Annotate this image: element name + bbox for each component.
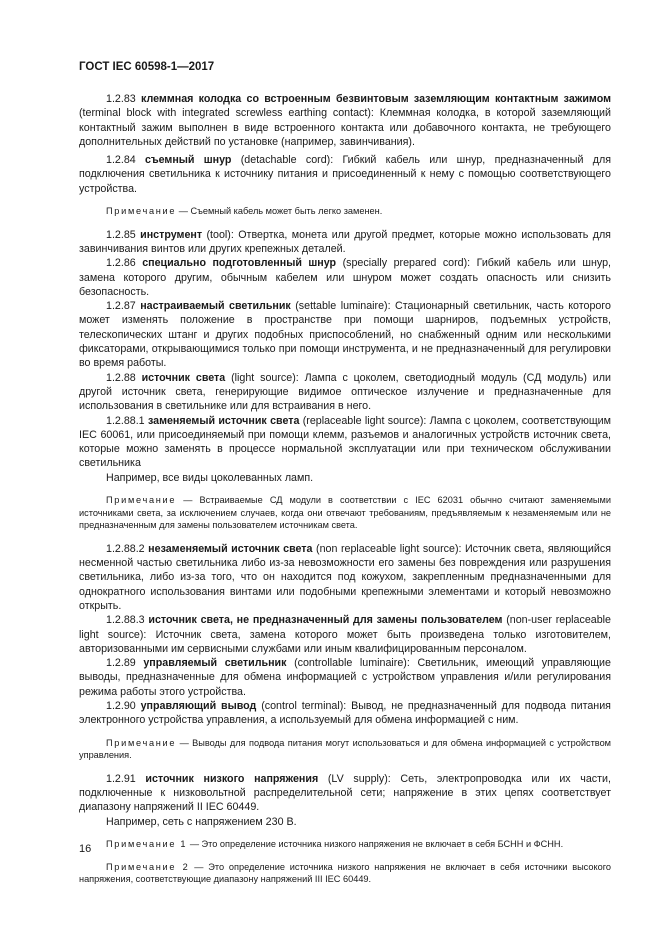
entry-term: заменяемый источник света (147, 414, 300, 427)
note-lv-2 (79, 861, 611, 886)
entry-text: (LV supply): Сеть, электропроводка или их части, подключенные к низковольтной распределительной сети; напряжение в этих цепях соответствует диапазону напряжений II IEC 60449. (79, 772, 611, 814)
entry-term: инструмент (140, 228, 203, 241)
entry-term: настраиваемый светильник (140, 300, 291, 313)
entry-number: 1.2.86 (106, 257, 136, 270)
document-header: ГОСТ IEC 60598-1—2017 (79, 61, 215, 73)
note-label: Примечание 2 (106, 861, 190, 872)
entry-text: (non-user replaceable light source): Источник света, замена которого может быть произведена только изготовителем, авторизованными им сервисными службами или иным квалифицированным персоналом. (79, 614, 611, 655)
entry-1-2-83 (79, 92, 611, 149)
entry-term: клеммная колодка со встроенным безвинтовым заземляющим контактным зажимом (141, 93, 611, 105)
entry-1-2-88-1 (79, 414, 611, 471)
entry-1-2-88 (79, 371, 611, 414)
note-text: — Это определение источника низкого напряжения не включает в себя БСНН и ФСНН. (189, 839, 564, 850)
entry-number: 1.2.91 (106, 772, 136, 785)
entry-text: (non replaceable light source): Источник света, являющийся несменной частью светильника либо из-за невозможности его замены без повреждения или разрушения светильника, либо из-за того, что он находится под кожухом, закрепленным предназначенными для однократного использования винтами или подобными крепежными элементами и который невозможно открыть. (79, 542, 611, 612)
note-led-modules (79, 494, 611, 532)
entry-text: (detachable cord): Гибкий кабель или шнур, предназначенный для подключения светильника к источнику питания и присоединенный к нему с помощью соответствующего устройства. (79, 154, 611, 195)
entry-1-2-85 (79, 228, 611, 257)
note-text: — Выводы для подвода питания могут использоваться и для обмена информацией с устройством управления. (79, 737, 611, 761)
entry-term: источник низкого напряжения (145, 772, 319, 785)
entry-number: 1.2.88.1 (106, 414, 145, 427)
entry-term: незаменяемый источник света (148, 542, 313, 555)
entry-text: (controllable luminaire): Светильник, имеющий управляющие выводы, предназначенные для обмена информацией с устройством управления и/или регулирования режима работы этого устройства. (79, 657, 611, 698)
note-control-terminals (79, 737, 611, 762)
entry-number: 1.2.83 (106, 93, 136, 105)
note-label: Примечание (106, 206, 177, 217)
entry-text: (control terminal): Вывод, не предназначенный для подвода питания электронного устройства управления, а используемый для обмена информацией с ним. (79, 700, 611, 727)
entry-number: 1.2.87 (106, 300, 136, 313)
page-number: 16 (79, 843, 92, 855)
entry-text: (settable luminaire): Стационарный светильник, часть которого может изменять положение в пространстве при помощи шарниров, подъемных устройств, телескопических штанг и других подобных приспособлений, но снабженный одним или несколькими фиксаторами, открывающимися только при помощи инструмента, и не предназначенный для регулировки во время работы. (79, 300, 611, 370)
entry-1-2-90 (79, 699, 611, 728)
entry-number: 1.2.85 (106, 228, 136, 241)
entry-text: (replaceable light source): Лампа с цоколем, соответствующим IEC 60061, или присоединяемый при помощи клемм, разъемов и аналогичных устройств источник света, которые можно заменять в процессе нормальной эксплуатации или при техническом обслуживании светильника (79, 414, 611, 470)
entry-term: управляющий вывод (140, 700, 257, 713)
note-label: Примечание (106, 737, 177, 748)
entry-text: (specially prepared cord): Гибкий кабель или шнур, замена которого другим, обычным кабелем или шнуром может создать опасность или снизить безопасность. (79, 257, 611, 298)
example-lamps: Например, все виды цоколеванных ламп. (106, 471, 314, 484)
entry-1-2-86 (79, 256, 611, 299)
note-lv-1 (79, 838, 611, 851)
entry-1-2-91 (79, 772, 611, 815)
entry-term: источник света, не предназначенный для замены пользователем (148, 614, 503, 627)
entry-text: (terminal block with integrated screwless earthing contact): Клеммная колодка, в которой заземляющий контактный зажим выполнен в виде встроенного контакта или добавочного контакта, не требующего дополнительных действий по установке (например, завинчивания). (79, 107, 611, 148)
entry-1-2-88-3 (79, 613, 611, 656)
note-text: — Встраиваемые СД модули в соответствии с IEC 62031 обычно считают заменяемыми источниками света, за исключением случаев, когда они отвечают требованиям, предъявляемым к незаменяемым или не предназначенным для замены пользователем источникам света. (79, 495, 611, 531)
entry-1-2-84 (79, 153, 611, 196)
entry-number: 1.2.84 (106, 154, 136, 167)
entry-number: 1.2.90 (106, 700, 136, 713)
entry-term: специально подготовленный шнур (142, 257, 337, 270)
example-voltage: Например, сеть с напряжением 230 В. (106, 815, 297, 828)
entry-number: 1.2.89 (106, 657, 136, 670)
entry-number: 1.2.88.2 (106, 542, 145, 555)
entry-number: 1.2.88.3 (106, 614, 145, 627)
entry-term: съемный шнур (145, 154, 232, 167)
page-content (79, 92, 611, 896)
entry-1-2-89 (79, 656, 611, 699)
note-label: Примечание 1 (106, 839, 188, 850)
entry-text: (tool): Отвертка, монета или другой предмет, которые можно использовать для завинчивания винтов или других крепежных деталей. (79, 228, 611, 255)
note-label: Примечание (106, 495, 177, 506)
entry-term: источник света (141, 371, 226, 384)
note-text: — Съемный кабель может быть легко заменен. (178, 206, 383, 217)
entry-number: 1.2.88 (106, 371, 136, 384)
entry-text: (light source): Лампа с цоколем, светодиодный модуль (СД модуль) или другой источник света, генерирующие видимое оптическое излучение и предназначенные для использования в светильнике или для встраивания в него. (79, 371, 611, 413)
note-detachable-cord (79, 205, 611, 218)
entry-1-2-87 (79, 299, 611, 370)
entry-term: управляемый светильник (143, 657, 287, 670)
note-text: — Это определение источника низкого напряжения не включает в себя источники высокого напряжения, соответствующие диапазону напряжений III IEC 60449. (79, 861, 611, 885)
entry-1-2-88-2 (79, 542, 611, 613)
